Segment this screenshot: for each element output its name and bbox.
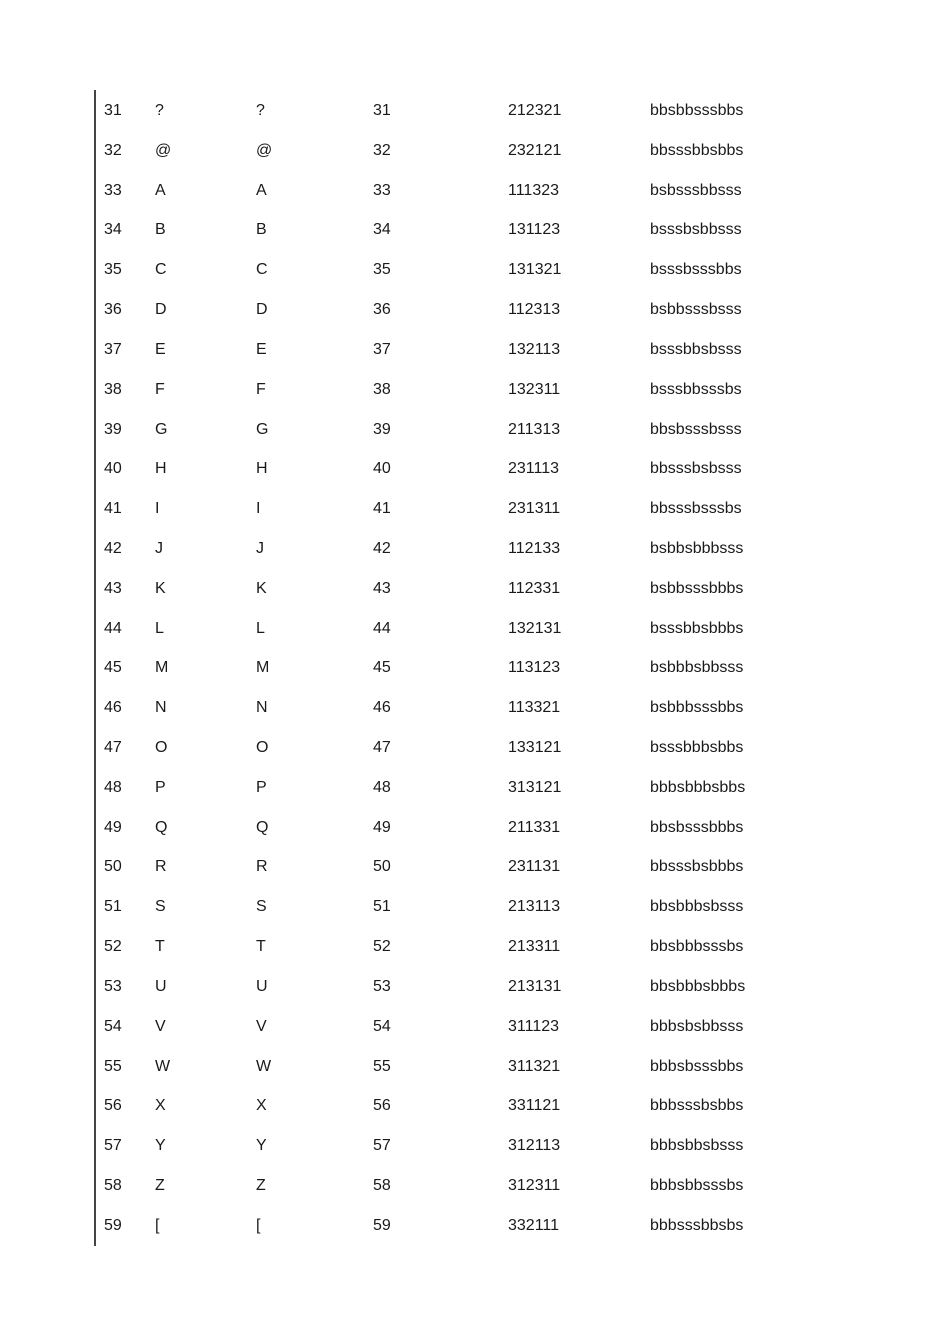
- cell-code-a: D: [155, 301, 167, 319]
- cell-code-a: K: [155, 579, 166, 597]
- cell-code-b: D: [256, 301, 268, 319]
- cell-code-b: U: [256, 977, 268, 995]
- cell-bar-widths: 112133: [508, 539, 561, 557]
- cell-bar-widths: 232121: [508, 141, 562, 159]
- cell-value: 31: [104, 102, 122, 119]
- table-row: [104, 370, 864, 410]
- cell-bar-pattern: bsbbsssbsss: [650, 301, 742, 319]
- cell-value: 43: [104, 579, 122, 597]
- cell-value: 48: [104, 778, 122, 796]
- cell-value: 32: [104, 141, 122, 159]
- cell-code-a: ?: [155, 102, 164, 119]
- cell-bar-pattern: bbbsbsssbbs: [650, 1057, 744, 1075]
- cell-value: 35: [104, 261, 122, 279]
- cell-code-b: P: [256, 778, 267, 796]
- table-row: [104, 927, 864, 967]
- cell-bar-widths: 231311: [508, 500, 561, 518]
- cell-code-a: S: [155, 898, 166, 916]
- cell-value: 44: [104, 619, 122, 637]
- cell-code-b: Y: [256, 1137, 267, 1155]
- cell-code-c: 51: [373, 898, 391, 916]
- table-row: [104, 1126, 864, 1166]
- table-row: [104, 688, 864, 728]
- cell-code-b: C: [256, 261, 268, 279]
- cell-bar-pattern: bsbbbsbbsss: [650, 659, 744, 677]
- cell-value: 38: [104, 380, 122, 398]
- cell-bar-pattern: bsbsssbbsss: [650, 181, 742, 199]
- cell-code-a: [: [155, 1216, 160, 1234]
- code128-table: [104, 91, 864, 1246]
- cell-code-c: 47: [373, 739, 391, 756]
- cell-bar-pattern: bbbsssbbsbs: [650, 1216, 744, 1234]
- cell-code-a: M: [155, 659, 169, 677]
- cell-value: 41: [104, 500, 122, 518]
- cell-value: 49: [104, 818, 122, 836]
- cell-code-a: Z: [155, 1176, 165, 1194]
- table-row: [104, 250, 864, 290]
- cell-code-c: 37: [373, 340, 391, 358]
- cell-bar-pattern: bbbsbsbbsss: [650, 1017, 744, 1035]
- cell-code-c: 31: [373, 102, 391, 119]
- cell-code-b: L: [256, 619, 265, 637]
- cell-bar-pattern: bsssbsbbsss: [650, 221, 742, 239]
- cell-code-c: 44: [373, 619, 391, 637]
- cell-value: 42: [104, 539, 122, 557]
- cell-code-c: 58: [373, 1176, 391, 1194]
- cell-code-c: 56: [373, 1097, 391, 1115]
- cell-bar-pattern: bsbbsbbbsss: [650, 539, 744, 557]
- cell-bar-pattern: bbsssbsssbs: [650, 500, 742, 518]
- cell-bar-pattern: bbsbsssbbbs: [650, 818, 744, 836]
- cell-bar-pattern: bbbsssbsbbs: [650, 1097, 744, 1115]
- cell-bar-pattern: bbsssbbsbbs: [650, 141, 744, 159]
- table-row: [104, 449, 864, 489]
- cell-value: 36: [104, 301, 122, 319]
- cell-code-b: J: [256, 539, 264, 557]
- cell-code-a: U: [155, 977, 167, 995]
- cell-code-c: 40: [373, 460, 391, 478]
- cell-code-a: H: [155, 460, 167, 478]
- table-row: [104, 768, 864, 808]
- cell-value: 53: [104, 977, 122, 995]
- cell-bar-widths: 313121: [508, 778, 562, 796]
- cell-code-a: O: [155, 739, 168, 756]
- cell-value: 58: [104, 1176, 122, 1194]
- cell-value: 55: [104, 1057, 122, 1075]
- cell-code-c: 46: [373, 699, 391, 717]
- table-row: [104, 330, 864, 370]
- cell-code-a: B: [155, 221, 166, 239]
- cell-bar-widths: 331121: [508, 1097, 561, 1115]
- cell-bar-widths: 231113: [508, 460, 560, 478]
- table-row: [104, 290, 864, 330]
- cell-code-c: 42: [373, 539, 391, 557]
- table-row: [104, 1007, 864, 1047]
- cell-code-c: 39: [373, 420, 391, 438]
- table-row: [104, 171, 864, 211]
- table-row: [104, 967, 864, 1007]
- cell-bar-widths: 112313: [508, 301, 561, 319]
- cell-code-a: A: [155, 181, 166, 199]
- cell-bar-widths: 212321: [508, 102, 562, 119]
- cell-bar-pattern: bsbbsssbbbs: [650, 579, 744, 597]
- cell-code-a: Y: [155, 1137, 166, 1155]
- cell-code-b: K: [256, 579, 267, 597]
- cell-code-b: B: [256, 221, 267, 239]
- cell-code-c: 50: [373, 858, 391, 876]
- cell-code-c: 43: [373, 579, 391, 597]
- table-row: [104, 569, 864, 609]
- table-left-border: [94, 90, 96, 1246]
- table-row: [104, 210, 864, 250]
- cell-code-a: L: [155, 619, 164, 637]
- cell-bar-widths: 213131: [508, 977, 562, 995]
- cell-code-c: 38: [373, 380, 391, 398]
- cell-code-a: @: [155, 141, 172, 159]
- cell-bar-pattern: bsbbbsssbbs: [650, 699, 744, 717]
- cell-bar-pattern: bbsbbsssbbs: [650, 102, 744, 119]
- cell-code-c: 35: [373, 261, 391, 279]
- cell-code-a: Q: [155, 818, 168, 836]
- cell-code-b: S: [256, 898, 267, 916]
- cell-bar-pattern: bbbsbbsbsss: [650, 1137, 744, 1155]
- cell-value: 40: [104, 460, 122, 478]
- cell-bar-pattern: bbsbbbsssbs: [650, 938, 744, 956]
- cell-bar-pattern: bsssbbsbbbs: [650, 619, 744, 637]
- cell-value: 45: [104, 659, 122, 677]
- cell-bar-widths: 112331: [508, 579, 561, 597]
- cell-code-c: 34: [373, 221, 391, 239]
- cell-value: 52: [104, 938, 122, 956]
- cell-value: 37: [104, 340, 122, 358]
- cell-value: 51: [104, 898, 122, 916]
- table-row: [104, 1206, 864, 1246]
- table-row: [104, 1086, 864, 1126]
- cell-code-b: E: [256, 340, 267, 358]
- cell-bar-widths: 131123: [508, 221, 561, 239]
- cell-code-a: X: [155, 1097, 166, 1115]
- cell-bar-pattern: bsssbbbsbbs: [650, 739, 744, 756]
- cell-code-c: 49: [373, 818, 391, 836]
- cell-bar-widths: 312311: [508, 1176, 561, 1194]
- cell-code-a: F: [155, 380, 165, 398]
- table-row: [104, 609, 864, 649]
- table-row: [104, 131, 864, 171]
- cell-code-b: @: [256, 141, 273, 159]
- cell-bar-widths: 132131: [508, 619, 562, 637]
- cell-bar-pattern: bbsssbsbbbs: [650, 858, 744, 876]
- cell-code-c: 45: [373, 659, 391, 677]
- table-row: [104, 808, 864, 848]
- cell-value: 50: [104, 858, 122, 876]
- cell-code-b: Z: [256, 1176, 266, 1194]
- cell-code-b: A: [256, 181, 267, 199]
- table-row: [104, 489, 864, 529]
- cell-bar-widths: 133121: [508, 739, 562, 756]
- table-row: [104, 847, 864, 887]
- cell-code-b: R: [256, 858, 268, 876]
- cell-value: 54: [104, 1017, 122, 1035]
- table-row: [104, 728, 864, 768]
- cell-bar-widths: 312113: [508, 1137, 561, 1155]
- cell-bar-widths: 211331: [508, 818, 561, 836]
- cell-code-b: I: [256, 500, 261, 518]
- cell-code-c: 59: [373, 1216, 391, 1234]
- cell-bar-widths: 132311: [508, 380, 561, 398]
- cell-code-a: P: [155, 778, 166, 796]
- table-row: [104, 1166, 864, 1206]
- cell-code-b: Q: [256, 818, 269, 836]
- cell-bar-pattern: bbsbsssbsss: [650, 420, 742, 438]
- cell-code-c: 52: [373, 938, 391, 956]
- cell-code-b: N: [256, 699, 268, 717]
- cell-bar-pattern: bbsbbbsbsss: [650, 898, 744, 916]
- cell-code-a: J: [155, 539, 163, 557]
- cell-code-c: 41: [373, 500, 391, 518]
- cell-value: 57: [104, 1137, 122, 1155]
- cell-value: 33: [104, 181, 122, 199]
- table-row: [104, 91, 864, 131]
- cell-code-c: 57: [373, 1137, 391, 1155]
- table-row: [104, 648, 864, 688]
- cell-bar-widths: 111323: [508, 181, 560, 199]
- cell-bar-widths: 213311: [508, 938, 561, 956]
- cell-code-b: [: [256, 1216, 261, 1234]
- cell-code-c: 55: [373, 1057, 391, 1075]
- cell-code-a: I: [155, 500, 160, 518]
- cell-bar-widths: 231131: [508, 858, 561, 876]
- cell-code-a: R: [155, 858, 167, 876]
- cell-bar-widths: 132113: [508, 340, 561, 358]
- cell-code-b: F: [256, 380, 266, 398]
- cell-value: 59: [104, 1216, 122, 1234]
- cell-bar-widths: 311321: [508, 1057, 561, 1075]
- cell-bar-pattern: bsssbbsbsss: [650, 340, 742, 358]
- cell-bar-widths: 213113: [508, 898, 561, 916]
- cell-code-a: T: [155, 938, 165, 956]
- cell-code-a: N: [155, 699, 167, 717]
- cell-code-b: X: [256, 1097, 267, 1115]
- cell-code-c: 36: [373, 301, 391, 319]
- cell-code-a: G: [155, 420, 168, 438]
- cell-value: 47: [104, 739, 122, 756]
- cell-bar-pattern: bbsssbsbsss: [650, 460, 742, 478]
- cell-code-a: V: [155, 1017, 166, 1035]
- cell-code-b: T: [256, 938, 266, 956]
- table-row: [104, 1047, 864, 1087]
- cell-code-b: O: [256, 739, 269, 756]
- cell-bar-widths: 311123: [508, 1017, 560, 1035]
- cell-code-a: E: [155, 340, 166, 358]
- cell-code-a: C: [155, 261, 167, 279]
- cell-bar-widths: 131321: [508, 261, 562, 279]
- cell-code-b: ?: [256, 102, 265, 119]
- cell-value: 39: [104, 420, 122, 438]
- cell-code-c: 53: [373, 977, 391, 995]
- table-row: [104, 529, 864, 569]
- cell-code-b: G: [256, 420, 269, 438]
- cell-code-c: 32: [373, 141, 391, 159]
- cell-value: 34: [104, 221, 122, 239]
- cell-bar-widths: 332111: [508, 1216, 560, 1234]
- cell-bar-pattern: bsssbsssbbs: [650, 261, 742, 279]
- cell-bar-pattern: bbbsbbbsbbs: [650, 778, 746, 796]
- cell-bar-widths: 113321: [508, 699, 561, 717]
- cell-bar-widths: 211313: [508, 420, 561, 438]
- table-row: [104, 887, 864, 927]
- cell-value: 46: [104, 699, 122, 717]
- table-row: [104, 410, 864, 450]
- cell-code-a: W: [155, 1057, 171, 1075]
- cell-bar-pattern: bbsbbbsbbbs: [650, 977, 746, 995]
- cell-code-c: 33: [373, 181, 391, 199]
- cell-code-c: 54: [373, 1017, 391, 1035]
- cell-code-b: W: [256, 1057, 272, 1075]
- cell-code-b: M: [256, 659, 270, 677]
- cell-code-c: 48: [373, 778, 391, 796]
- cell-bar-widths: 113123: [508, 659, 561, 677]
- cell-code-b: V: [256, 1017, 267, 1035]
- cell-bar-pattern: bsssbbsssbs: [650, 380, 742, 398]
- cell-bar-pattern: bbbsbbsssbs: [650, 1176, 744, 1194]
- cell-value: 56: [104, 1097, 122, 1115]
- cell-code-b: H: [256, 460, 268, 478]
